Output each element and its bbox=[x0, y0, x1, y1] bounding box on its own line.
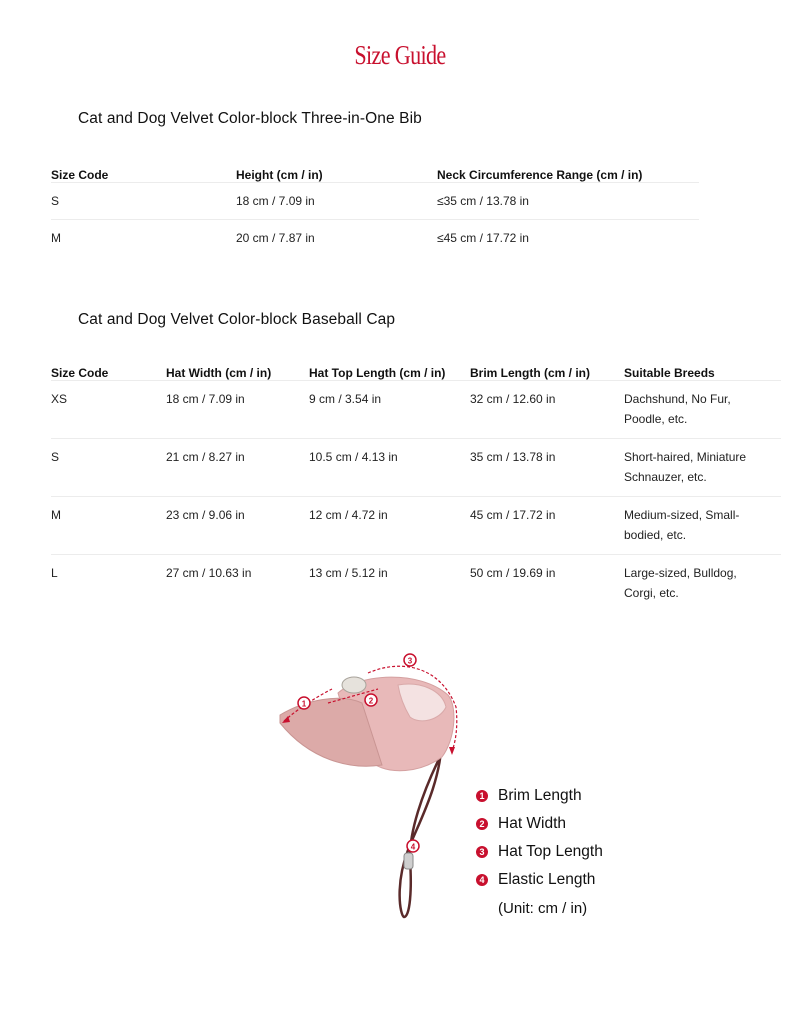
legend-number-badge: 2 bbox=[476, 818, 488, 830]
table-cell: 18 cm / 7.09 in bbox=[236, 183, 437, 220]
legend-label: Elastic Length bbox=[498, 871, 596, 888]
table-cell: S bbox=[51, 183, 236, 220]
table-cell: ≤45 cm / 17.72 in bbox=[437, 231, 529, 245]
legend-label: Hat Width bbox=[498, 815, 567, 832]
column-header: Size Code bbox=[51, 344, 166, 381]
table-cell: 21 cm / 8.27 in bbox=[166, 439, 309, 497]
cap-size-table bbox=[51, 344, 781, 613]
legend-number-badge: 3 bbox=[476, 846, 488, 858]
table-header-row bbox=[51, 344, 781, 381]
svg-text:4: 4 bbox=[410, 842, 416, 852]
legend-item bbox=[476, 782, 603, 810]
column-header: Hat Top Length (cm / in) bbox=[309, 344, 470, 381]
table-cell: S bbox=[51, 439, 166, 497]
table-row bbox=[51, 555, 781, 613]
table-row bbox=[51, 497, 781, 555]
table-cell: Large-sized, Bulldog, Corgi, etc. bbox=[624, 566, 737, 600]
legend-label: Brim Length bbox=[498, 787, 582, 804]
table-cell: ≤35 cm / 13.78 in bbox=[437, 183, 699, 220]
table-row bbox=[51, 220, 699, 257]
marker-3 bbox=[404, 654, 416, 666]
marker-1 bbox=[298, 697, 310, 709]
column-header: Brim Length (cm / in) bbox=[470, 344, 624, 381]
cap-measurement-diagram bbox=[270, 645, 470, 930]
table-row bbox=[51, 439, 781, 497]
cap-button-badge bbox=[342, 677, 366, 693]
cap-section-title: Cat and Dog Velvet Color-block Baseball Cap bbox=[78, 311, 396, 328]
table-cell: Short-haired, Miniature Schnauzer, etc. bbox=[624, 439, 781, 497]
legend-number-badge: 1 bbox=[476, 790, 488, 802]
table-row bbox=[51, 381, 781, 439]
table-cell: 20 cm / 7.87 in bbox=[236, 231, 315, 245]
table-cell: 12 cm / 4.72 in bbox=[309, 497, 470, 555]
measurement-legend bbox=[476, 782, 603, 894]
arrow-head bbox=[449, 747, 455, 755]
legend-label: Hat Top Length bbox=[498, 843, 603, 860]
marker-4 bbox=[407, 840, 419, 852]
svg-text:3: 3 bbox=[407, 656, 413, 666]
legend-number-badge: 4 bbox=[476, 874, 488, 886]
table-cell: 13 cm / 5.12 in bbox=[309, 566, 388, 580]
table-cell: M bbox=[51, 231, 61, 245]
table-cell: 32 cm / 12.60 in bbox=[470, 381, 624, 439]
table-row bbox=[51, 183, 699, 220]
legend-item bbox=[476, 866, 603, 894]
svg-text:2: 2 bbox=[368, 696, 374, 706]
table-cell: XS bbox=[51, 381, 166, 439]
table-cell: 35 cm / 13.78 in bbox=[470, 439, 624, 497]
table-cell: 10.5 cm / 4.13 in bbox=[309, 439, 470, 497]
table-header-row bbox=[51, 158, 699, 183]
legend-item bbox=[476, 838, 603, 866]
table-cell: 45 cm / 17.72 in bbox=[470, 497, 624, 555]
table-cell: 27 cm / 10.63 in bbox=[166, 566, 252, 580]
strap-toggle bbox=[404, 853, 413, 869]
bib-section-title: Cat and Dog Velvet Color-block Three-in-One Bib bbox=[78, 110, 422, 127]
column-header: Height (cm / in) bbox=[236, 158, 437, 183]
unit-note: (Unit: cm / in) bbox=[498, 900, 588, 917]
table-cell: M bbox=[51, 497, 166, 555]
legend-item bbox=[476, 810, 603, 838]
table-cell: 23 cm / 9.06 in bbox=[166, 497, 309, 555]
table-cell: Dachshund, No Fur, Poodle, etc. bbox=[624, 381, 781, 439]
marker-2 bbox=[365, 694, 377, 706]
column-header: Neck Circumference Range (cm / in) bbox=[437, 158, 699, 183]
table-cell: Medium-sized, Small-bodied, etc. bbox=[624, 497, 781, 555]
svg-text:1: 1 bbox=[301, 699, 307, 709]
table-cell: 50 cm / 19.69 in bbox=[470, 566, 556, 580]
column-header: Size Code bbox=[51, 158, 236, 183]
bib-size-table bbox=[51, 158, 699, 257]
page-title: Size Guide bbox=[354, 40, 446, 70]
table-cell: L bbox=[51, 566, 58, 580]
table-cell: 18 cm / 7.09 in bbox=[166, 381, 309, 439]
column-header: Suitable Breeds bbox=[624, 344, 781, 381]
column-header: Hat Width (cm / in) bbox=[166, 344, 309, 381]
table-cell: 9 cm / 3.54 in bbox=[309, 381, 470, 439]
